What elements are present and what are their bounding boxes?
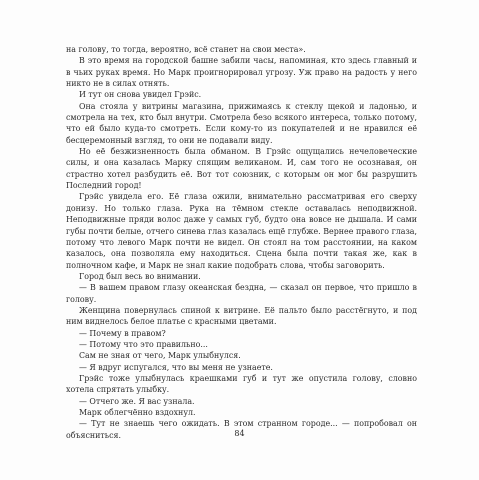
page-text: [66, 44, 417, 441]
paragraph: Женщина повернулась спиной к витрине. Её пальто было расстёгнуто, и под ним виднелось белое платье с красными цветами.: [66, 305, 417, 327]
paragraph: Грэйс тоже улыбнулась краешками губ и тут же опустила голову, словно хотела спрятать улыбку.: [66, 373, 417, 395]
paragraph: — Отчего же. Я вас узнала.: [79, 396, 195, 406]
paragraph: И тут он снова увидел Грэйс.: [79, 90, 202, 100]
paragraph: на голову, то тогда, вероятно, всё станет на свои места».: [66, 45, 306, 54]
paragraph: Грэйс увидела его. Её глаза ожили, внимательно рассматривая его сверху донизу. Но только глаза. Рука на тёмном стекле оставалась неподвижной. Неподвижные пряди волос даже у самых губ, будто она вовсе не дышала. И сами губы почти белые, отчего синева глаз казалась ещё глубже. Вернее правого глаза, потому что левого Марк почти не видел. Он стоял на том расстоянии, на каком казалось, она позволяла ему находиться. Сцена была почти такая же, как в полночном кафе, и Марк не знал какие подобрать слова, чтобы заговорить.: [66, 192, 417, 270]
paragraph: — Почему в правом?: [79, 328, 166, 338]
paragraph: — Я вдруг испугался, что вы меня не узнаете.: [79, 362, 273, 372]
paragraph: Сам не зная от чего, Марк улыбнулся.: [79, 351, 241, 361]
paragraph: Но её безжизненность была обманом. В Грэйс ощущались нечеловеческие силы, и она казалась Марку спящим великаном. И, сам того не осознавая, он страстно хотел разбудить её. Вот тот союзник, с которым он мог бы разрушить Последний город!: [66, 147, 417, 191]
paragraph: В это время на городской башне забили часы, напоминая, кто здесь главный и в чьих руках время. Но Марк проигнорировал угрозу. Уж право на радость у него никто не в силах отнять.: [66, 56, 417, 89]
paragraph: — Тут не знаешь чего ожидать. В этом странном городе... — попробовал он объясниться.: [66, 419, 417, 440]
paragraph: Она стояла у витрины магазина, прижимаясь к стеклу щекой и ладонью, и смотрела на тех, кто был внутри. Смотрела безо всякого интереса, только потому, что ей было куда-то смотреть. Если кому-то из покупателей и не нравился её бесцеремонный взгляд, то они не подавали виду.: [66, 101, 417, 145]
paragraph: — Потому что это правильно...: [79, 339, 208, 349]
paragraph: — В вашем правом глазу океанская бездна, — сказал он первое, что пришло в голову.: [66, 283, 417, 304]
paragraph: Марк облегчённо вздохнул.: [79, 408, 196, 417]
paragraph: Город был весь во внимании.: [79, 271, 201, 281]
page-number: 84: [234, 429, 245, 438]
